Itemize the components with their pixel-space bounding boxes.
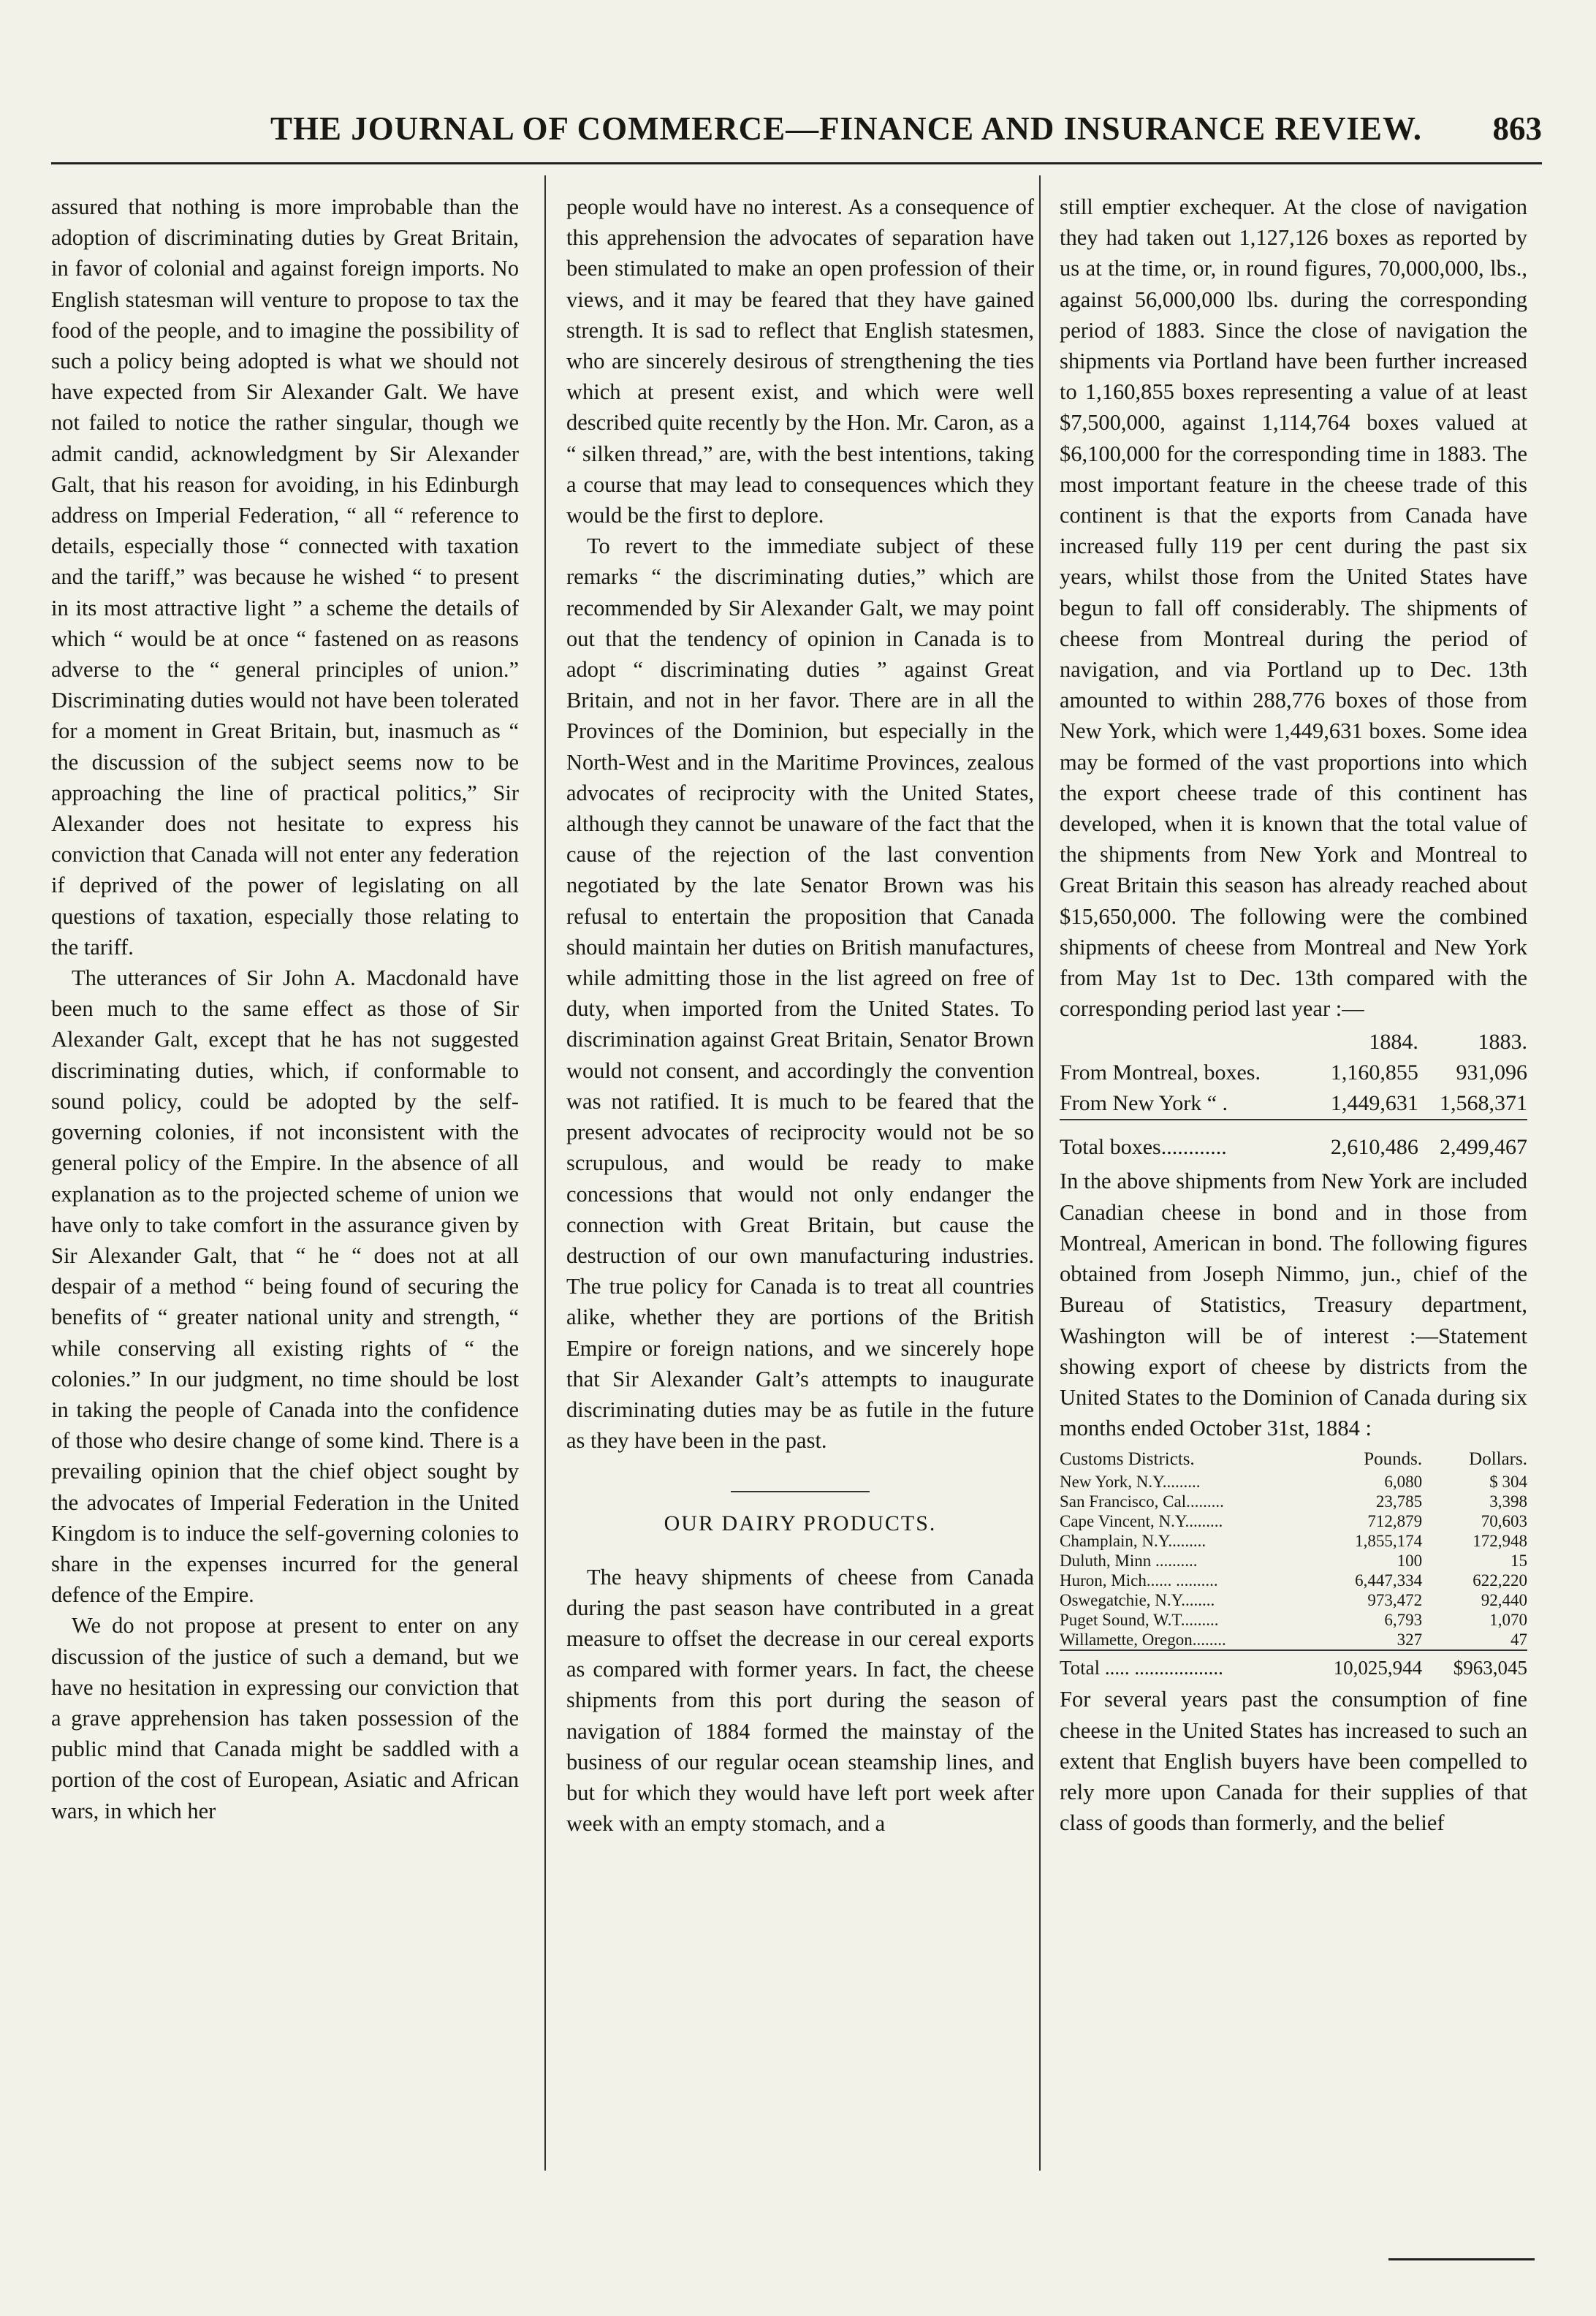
district: Duluth, Minn .......... (1060, 1552, 1198, 1571)
column-header: Pounds. (1364, 1449, 1423, 1470)
customs-districts-table (1060, 1449, 1527, 1678)
dollars: 70,603 (1481, 1512, 1527, 1531)
cell: 2,499,467 (1418, 1120, 1527, 1163)
cell: 1,160,855 (1330, 1060, 1418, 1085)
paragraph: In the above shipments from New York are included Canadian cheese in bond and in those from Montreal, American in bond. The following figures obtained from Joseph Nimmo, jun., chief of the Bureau of Statistics, Treasury department, Washington will be of interest :—Statement showing export of cheese by districts from the United States to the Dominion of Canada during six months ended October 31st, 1884 : (1060, 1169, 1527, 1441)
district: New York, N.Y......... (1060, 1473, 1201, 1492)
dollars: $ 304 (1489, 1473, 1527, 1492)
column-header: Dollars. (1469, 1449, 1527, 1470)
shipments-table (1060, 1027, 1527, 1163)
table-row (1060, 1630, 1527, 1650)
dollars: 92,440 (1481, 1591, 1527, 1610)
page-header (51, 110, 1542, 161)
column-divider-1 (544, 175, 546, 2171)
table-row (1060, 1472, 1527, 1492)
cell: 2,610,486 (1310, 1120, 1418, 1163)
dollars: 3,398 (1489, 1492, 1527, 1511)
paragraph: people would have no interest. As a consequence of this apprehension the advocates of separation have been stimulated to make an open profession of their views, and it may be feared that they have gained strength. It is sad to reflect that English statesmen, who are sincerely desirous of strengthening the ties which at present exist, and which were well described quite recently by the Hon. Mr. Caron, as a “ silken thread,” are, with the best intentions, taking a course that may lead to consequences which they would be the first to deplore. (566, 194, 1034, 528)
paragraph: The utterances of Sir John A. Macdonald have been much to the same effect as those of Sir Alexander Galt, except that he has not suggested discriminating duties, which, if conformable to sound policy, could be adopted by the self-governing colonies, if not inconsistent with the general policy of the Empire. In the absence of all explanation as to the projected scheme of union we have only to take comfort in the assurance given by Sir Alexander Galt, that “ he “ does not at all despair of a method “ being found of securing the benefits of “ greater national unity and strength, “ while conserving all existing rights of “ the colonies.” In our judgment, no time should be lost in taking the people of Canada into the confidence of those who desire change of some kind. There is a prevailing opinion that the chief object sought by the advocates of Imperial Federation in the United Kingdom is to induce the self-governing colonies to share in the expenses incurred for the general defence of the Empire. (51, 965, 519, 1608)
page-number: 863 (1492, 110, 1542, 147)
journal-title: THE JOURNAL OF COMMERCE—FINANCE AND INSURANCE REVIEW. (270, 110, 1423, 147)
district: Cape Vincent, N.Y......... (1060, 1512, 1223, 1531)
district: Champlain, N.Y......... (1060, 1532, 1206, 1551)
table-header-row (1060, 1449, 1527, 1472)
cell: 1,568,371 (1440, 1091, 1527, 1116)
dollars: 15 (1510, 1552, 1527, 1571)
table-total-row (1060, 1120, 1527, 1163)
district: Oswegatchie, N.Y........ (1060, 1591, 1215, 1610)
section-title: OUR DAIRY PRODUCTS. (664, 1511, 937, 1536)
row-label: From Montreal, boxes. (1060, 1060, 1261, 1085)
paragraph: We do not propose at present to enter on any discussion of the justice of such a demand, but we have no hesitation in expressing our conviction that a grave apprehension has taken possession of the public mind that Canada might be saddled with a portion of the cost of European, Asiatic and African wars, in which her (51, 1613, 519, 1823)
paragraph: assured that nothing is more improbable than the adoption of discriminating duties by Great Britain, in favor of colonial and against foreign imports. No English statesman will venture to propose to tax the food of the people, and to imagine the possibility of such a policy being adopted is what we should not have expected from Sir Alexander Galt. We have not failed to notice the rather singular, though we admit candid, acknowledgment by Sir Alexander Galt, that his reason for avoiding, in his Edinburgh address on Imperial Federation, “ all “ reference to details, especially those “ connected with taxation and the tariff,” was because he wished “ to present in its most attractive light ” a scheme the details of which “ would be at once “ fastened on as reasons adverse to the “ general principles of union.” Discriminating duties would not have been tolerated for a moment in Great Britain, but, inasmuch as “ the discussion of the subject seems now to be approaching the line of practical politics,” Sir Alexander does not hesitate to express his conviction that Canada will not enter any federation if deprived of the power of legislating on all questions of taxation, especially those relating to the tariff. (51, 194, 519, 960)
district: Huron, Mich...... .......... (1060, 1571, 1218, 1590)
row-label: Total ..... .................. (1060, 1650, 1296, 1678)
dollars: $963,045 (1422, 1650, 1527, 1678)
table-row (1060, 1511, 1527, 1531)
pounds: 10,025,944 (1296, 1650, 1423, 1678)
district: Willamette, Oregon........ (1060, 1630, 1226, 1649)
dollars: 1,070 (1489, 1611, 1527, 1630)
footer-rule (1388, 2258, 1535, 2260)
year-header: 1883. (1478, 1030, 1527, 1055)
column-header: Customs Districts. (1060, 1449, 1195, 1470)
pounds: 327 (1396, 1630, 1423, 1649)
table-row (1060, 1531, 1527, 1551)
pounds: 6,080 (1384, 1473, 1423, 1492)
dollars: 47 (1510, 1630, 1527, 1649)
column-divider-2 (1039, 175, 1041, 2171)
section-separator (731, 1491, 870, 1492)
table-row (1060, 1590, 1527, 1610)
cell: 931,096 (1456, 1060, 1527, 1085)
dollars: 622,220 (1472, 1571, 1527, 1590)
paragraph: To revert to the immediate subject of these remarks “ the discriminating duties,” which are recommended by Sir Alexander Galt, we may point out that the tendency of opinion in Canada is to adopt “ discriminating duties ” against Great Britain, and not in her favor. There are in all the Provinces of the Dominion, but especially in the North-West and in the Maritime Provinces, zealous advocates of reciprocity with the United States, although they cannot be unaware of the fact that the cause of the rejection of the last convention negotiated by the late Senator Brown was his refusal to entertain the proposition that Canada should maintain her duties on British manufactures, while admitting those in the list agreed on free of duty, when imported from the United States. To discrimination against Great Britain, Senator Brown would not consent, and accordingly the convention was not ratified. It is much to be feared that the present advocates of reciprocity would not be so scrupulous, and would be ready to make concessions that would not only endanger the connection with Great Britain, but cause the destruction of our own manufacturing industries. The true policy for Canada is to treat all countries alike, whether they are portions of the British Empire or foreign nations, and we sincerely hope that Sir Alexander Galt’s attempts to inaugurate discriminating duties may be as futile in the future as they have been in the past. (566, 534, 1034, 1454)
district: San Francisco, Cal......... (1060, 1492, 1224, 1511)
paragraph: For several years past the consumption of fine cheese in the United States has increased to such an extent that English buyers have been compelled to rely more upon Canada for their supplies of that class of goods than formerly, and the belief (1060, 1687, 1527, 1836)
pounds: 973,472 (1367, 1591, 1423, 1610)
cell: 1,449,631 (1330, 1091, 1418, 1116)
paragraph: still emptier exchequer. At the close of navigation they had taken out 1,127,126 boxes as reported by us at the time, or, in round figures, 70,000,000, lbs., against 56,000,000 lbs. during the corresponding period of 1883. Since the close of navigation the shipments via Portland have been further increased to 1,160,855 boxes representing a value of at least $7,500,000, against 1,114,764 boxes valued at $6,100,000 for the corresponding time in 1883. The most important feature in the cheese trade of this continent is that the exports from Canada have increased fully 119 per cent during the past six years, whilst those from the United States have begun to fall off considerably. The shipments of cheese from Montreal during the period of navigation, and via Portland up to Dec. 13th amounted to within 288,776 boxes of those from New York, which were 1,449,631 boxes. Some idea may be formed of the vast proportions into which the export cheese trade of this continent has developed, when it is known that the total value of the shipments from New York and Montreal to Great Britain this season has already reached about $15,650,000. The following were the combined shipments of cheese from Montreal and New York from May 1st to Dec. 13th compared with the corresponding period last year :— (1060, 194, 1527, 1022)
year-header: 1884. (1369, 1030, 1418, 1055)
table-total-row (1060, 1650, 1527, 1678)
table-row (1060, 1492, 1527, 1511)
pounds: 23,785 (1375, 1492, 1423, 1511)
table-header-row (1060, 1027, 1527, 1058)
table-row (1060, 1571, 1527, 1590)
column-3 (1060, 191, 1527, 1838)
row-label: Total boxes............ (1060, 1120, 1310, 1163)
table-row (1060, 1610, 1527, 1630)
column-1 (51, 191, 519, 1826)
pounds: 6,447,334 (1355, 1571, 1423, 1590)
dollars: 172,948 (1472, 1532, 1527, 1551)
pounds: 6,793 (1384, 1611, 1423, 1630)
header-rule (51, 162, 1542, 164)
table-row (1060, 1058, 1527, 1088)
pounds: 1,855,174 (1355, 1532, 1423, 1551)
table-row (1060, 1088, 1527, 1120)
pounds: 100 (1396, 1552, 1423, 1571)
paragraph: The heavy shipments of cheese from Canada during the past season have contributed in a great measure to offset the decrease in our cereal exports as compared with former years. In fact, the cheese shipments from this port during the season of navigation of 1884 formed the mainstay of the business of our regular ocean steamship lines, and but for which they would have left port week after week with an empty stomach, and a (566, 1564, 1034, 1837)
column-2 (566, 191, 1034, 1839)
row-label: From New York “ . (1060, 1091, 1228, 1116)
district: Puget Sound, W.T......... (1060, 1611, 1219, 1630)
pounds: 712,879 (1367, 1512, 1423, 1531)
table-row (1060, 1551, 1527, 1571)
